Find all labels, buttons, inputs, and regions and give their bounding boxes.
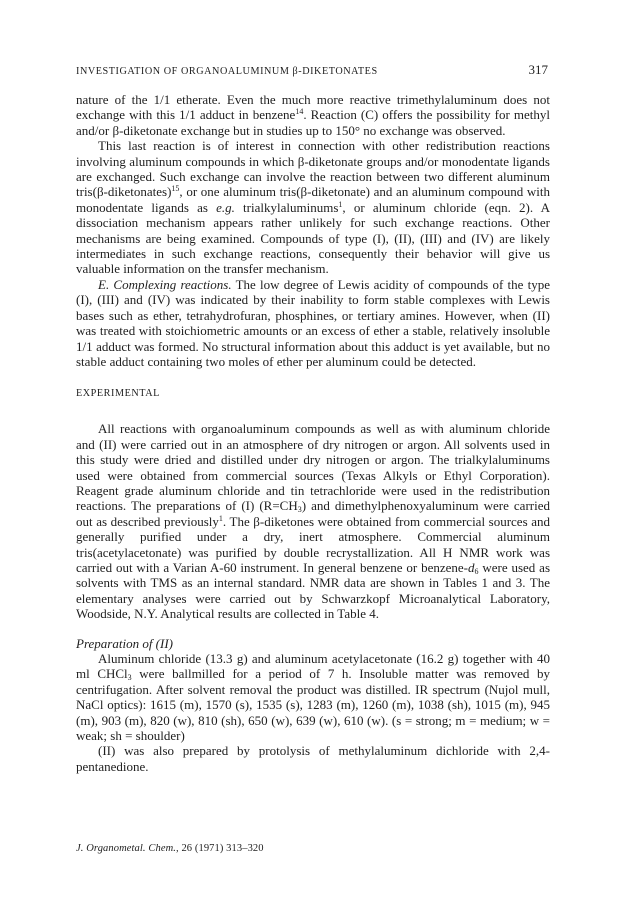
paragraph-complexing: E. Complexing reactions. The low degree of Lewis acidity of compounds of the type (I), (III) and (IV) was indicated by their inability to form stable complexes with Lewis bases such as ether, tetrahydrofuran, phosphines, or tertiary amines. However, when (II) was treated with stoichiometric amounts or an excess of ether a stable, relatively insoluble 1/1 adduct was formed. No structural information about this adduct is yet available, but no stable adduct containing two moles of ether per aluminum could be detected. — [76, 276, 550, 369]
page — [76, 62, 550, 774]
page-number: 317 — [528, 62, 548, 77]
running-head — [76, 62, 550, 80]
reference-superscript: 1 — [338, 199, 343, 209]
paragraph-etherate: nature of the 1/1 etherate. Even the much more reactive trimethylaluminum does not exchange with this 1/1 adduct in benzene$^{14}$. Reaction (C) offers the possibility for methyl and/or β-diketonate exchange but in studies up to 150° no exchange was observed. — [76, 92, 550, 138]
paragraph-experimental: All reactions with organoaluminum compounds as well as with aluminum chloride and (II) were carried out in an atmosphere of dry nitrogen or argon. All solvents used in this study were dried and distilled under dry nitrogen or argon. The trialkylaluminums used were obtained from commercial sources (Texas Alkyls or Ethyl Corporation). Reagent grade aluminum chloride and tin tetrachloride were used in the redistribution reactions. The preparations of (I) $(R=CH_3)$ and dimethylphenoxyaluminum were carried out as described previously$^1$. The β-diketones were obtained from commercial sources and generally purified under a dry, inert atmosphere. Commercial aluminum tris(acetylacetonate) was purified by double recrystallization. All H NMR work was carried out with a Varian A-60 instrument. In general benzene or benzene-$d_6$ were used as solvents with TMS as an internal standard. NMR data are shown in Tables 1 and 3. The elementary analyses were carried out by Schwarzkopf Microanalytical Laboratory, Woodside, N.Y. Analytical results are collected in Table 4. — [76, 421, 550, 622]
paragraph-protolysis: (II) was also prepared by protolysis of methylaluminum dichloride with 2,4-pentanedione. — [76, 743, 550, 774]
journal-citation: 26 (1971) 313–320 — [178, 843, 264, 854]
journal-footer — [76, 843, 264, 854]
discussion-text — [76, 92, 550, 369]
running-head-title: INVESTIGATION OF ORGANOALUMINUM β-DIKETONATES — [76, 66, 378, 77]
section-heading-experimental: EXPERIMENTAL — [76, 388, 160, 400]
reference-superscript: 1 — [218, 513, 223, 523]
journal-name: J. Organometal. Chem., — [76, 843, 179, 854]
subheading-preparation: Preparation of (II) — [76, 635, 173, 651]
complexing-label: E. Complexing reactions. — [98, 276, 232, 292]
reference-superscript: 14 — [295, 107, 304, 117]
paragraph-preparation: Aluminum chloride (13.3 g) and aluminum acetylacetonate (16.2 g) together with 40 ml CHCl$_3$ were ballmilled for a period of 7 h. Insoluble matter was removed by centrifugation. After solvent removal the product was distilled. IR spectrum (Nujol mull, NaCl optics): 1615 (m), 1570 (s), 1535 (s), 1283 (m), 1260 (m), 1038 (sh), 1015 (m), 945 (m), 903 (m), 820 (w), 810 (sh), 650 (w), 639 (w), 610 (w). (s = strong; m = medium; w = weak; sh = shoulder) — [76, 651, 550, 744]
paragraph-redistribution: This last reaction is of interest in connection with other redistribution reactions involving aluminum compounds in which β-diketonate groups and/or monodentate ligands are exchanged. Such exchange can involve the reaction between two different aluminum tris(β-diketonates)$^{15}$, or one aluminum tris(β-diketonate) and an aluminum compound with monodentate ligands as e.g. trialkylaluminums$^1$, or aluminum chloride (eqn. 2). A dissociation mechanism appears rather unlikely for such exchange reactions. Other mechanisms are being examined. Compounds of type (I), (II), (III) and (IV) are likely intermediates in such exchange reactions, consequently their behavior will give us valuable information on the transfer mechanism. — [76, 138, 550, 277]
reference-superscript: 15 — [171, 184, 180, 194]
